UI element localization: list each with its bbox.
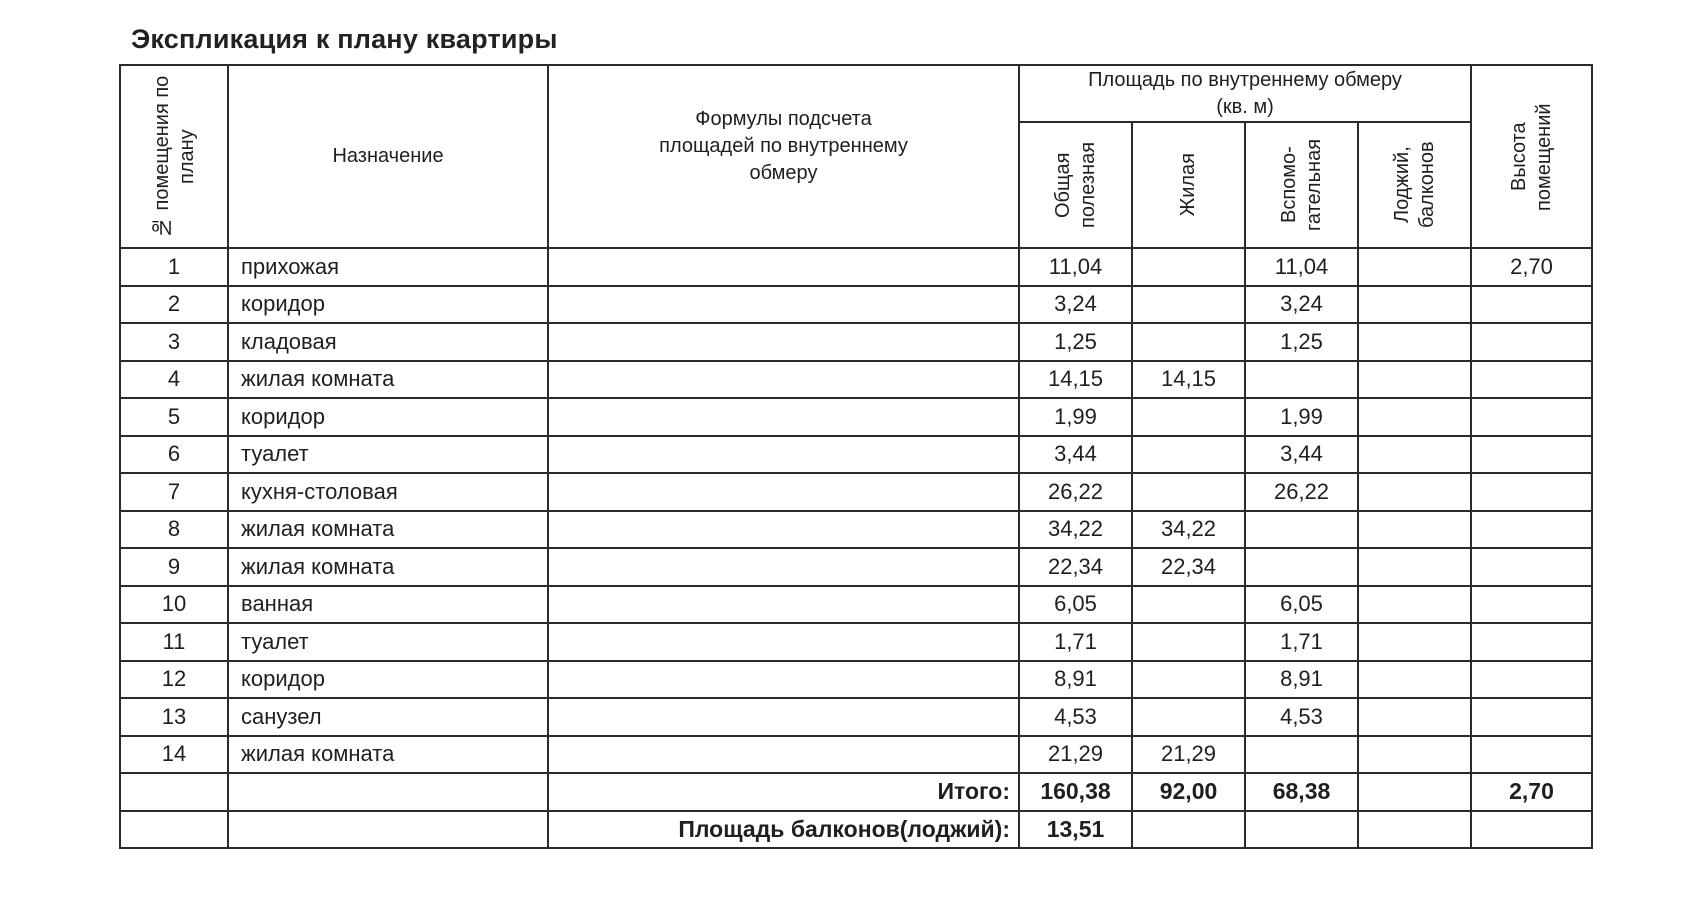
room-loggia-area (1358, 398, 1471, 436)
header-height (1471, 65, 1592, 248)
room-total-area: 26,22 (1019, 473, 1132, 511)
header-formulas-label: Формулы подсчета площадей по внутреннему обмеру (659, 108, 908, 184)
room-total-area: 3,44 (1019, 436, 1132, 474)
room-loggia-area (1358, 736, 1471, 774)
room-number: 3 (120, 323, 228, 361)
room-formula (548, 736, 1019, 774)
balcony-row (120, 811, 1592, 849)
room-total-area: 11,04 (1019, 248, 1132, 286)
room-loggia-area (1358, 698, 1471, 736)
totals-aux-area: 68,38 (1245, 773, 1358, 811)
room-height (1471, 736, 1592, 774)
header-area-group (1019, 65, 1471, 122)
room-aux-area: 1,99 (1245, 398, 1358, 436)
room-living-area (1132, 286, 1245, 324)
totals-empty-no (120, 773, 228, 811)
room-living-area: 34,22 (1132, 511, 1245, 549)
room-living-area (1132, 698, 1245, 736)
totals-loggia-area (1358, 773, 1471, 811)
room-formula (548, 398, 1019, 436)
totals-label: Итого: (548, 773, 1019, 811)
room-loggia-area (1358, 286, 1471, 324)
room-loggia-area (1358, 361, 1471, 399)
header-total-useful (1019, 122, 1132, 248)
room-total-area: 1,25 (1019, 323, 1132, 361)
room-number: 13 (120, 698, 228, 736)
room-living-area (1132, 323, 1245, 361)
header-living-label: Жилая (1177, 153, 1199, 217)
room-aux-area (1245, 361, 1358, 399)
explication-table (119, 64, 1593, 849)
room-purpose: кухня-столовая (228, 473, 548, 511)
room-formula (548, 586, 1019, 624)
room-loggia-area (1358, 586, 1471, 624)
header-loggias (1358, 122, 1471, 248)
table-row (120, 736, 1592, 774)
header-height-label: Высота помещений (1507, 102, 1555, 211)
room-height (1471, 623, 1592, 661)
header-living (1132, 122, 1245, 248)
room-aux-area: 6,05 (1245, 586, 1358, 624)
header-auxiliary-label: Вспомо-гательная (1277, 138, 1325, 232)
room-purpose: коридор (228, 661, 548, 699)
room-loggia-area (1358, 511, 1471, 549)
room-number: 6 (120, 436, 228, 474)
balcony-empty-aux (1245, 811, 1358, 849)
room-number: 14 (120, 736, 228, 774)
room-living-area (1132, 623, 1245, 661)
room-living-area: 21,29 (1132, 736, 1245, 774)
room-number: 4 (120, 361, 228, 399)
room-height (1471, 361, 1592, 399)
room-number: 9 (120, 548, 228, 586)
table-row (120, 436, 1592, 474)
document-title: Экспликация к плану квартиры (131, 24, 558, 54)
room-loggia-area (1358, 248, 1471, 286)
room-aux-area (1245, 548, 1358, 586)
room-loggia-area (1358, 548, 1471, 586)
room-total-area: 34,22 (1019, 511, 1132, 549)
table-row (120, 248, 1592, 286)
balcony-empty-loggia (1358, 811, 1471, 849)
room-aux-area: 1,71 (1245, 623, 1358, 661)
room-height (1471, 436, 1592, 474)
balcony-empty-height (1471, 811, 1592, 849)
room-total-area: 21,29 (1019, 736, 1132, 774)
room-total-area: 3,24 (1019, 286, 1132, 324)
room-aux-area: 11,04 (1245, 248, 1358, 286)
room-number: 2 (120, 286, 228, 324)
room-living-area (1132, 586, 1245, 624)
room-height (1471, 398, 1592, 436)
room-aux-area: 3,44 (1245, 436, 1358, 474)
totals-row (120, 773, 1592, 811)
room-living-area (1132, 248, 1245, 286)
room-total-area: 4,53 (1019, 698, 1132, 736)
room-formula (548, 286, 1019, 324)
header-loggias-label: Лоджий, балконов (1390, 141, 1438, 229)
room-height (1471, 286, 1592, 324)
table-row (120, 361, 1592, 399)
room-living-area (1132, 661, 1245, 699)
table-row (120, 698, 1592, 736)
table-row (120, 661, 1592, 699)
room-height: 2,70 (1471, 248, 1592, 286)
room-number: 10 (120, 586, 228, 624)
header-formulas (548, 65, 1019, 248)
room-formula (548, 661, 1019, 699)
room-number: 12 (120, 661, 228, 699)
room-height (1471, 698, 1592, 736)
room-aux-area: 26,22 (1245, 473, 1358, 511)
room-total-area: 1,71 (1019, 623, 1132, 661)
room-total-area: 22,34 (1019, 548, 1132, 586)
room-loggia-area (1358, 436, 1471, 474)
table-row (120, 586, 1592, 624)
room-height (1471, 323, 1592, 361)
room-height (1471, 548, 1592, 586)
room-height (1471, 473, 1592, 511)
balcony-empty-name (228, 811, 548, 849)
room-purpose: туалет (228, 623, 548, 661)
room-total-area: 6,05 (1019, 586, 1132, 624)
room-total-area: 14,15 (1019, 361, 1132, 399)
room-aux-area: 4,53 (1245, 698, 1358, 736)
room-formula (548, 323, 1019, 361)
table-row (120, 623, 1592, 661)
room-number: 7 (120, 473, 228, 511)
room-height (1471, 511, 1592, 549)
totals-empty-name (228, 773, 548, 811)
table-row (120, 286, 1592, 324)
totals-total-area: 160,38 (1019, 773, 1132, 811)
room-height (1471, 586, 1592, 624)
room-aux-area: 3,24 (1245, 286, 1358, 324)
header-purpose: Назначение (228, 65, 548, 248)
room-purpose: коридор (228, 286, 548, 324)
room-purpose: жилая комната (228, 548, 548, 586)
room-loggia-area (1358, 661, 1471, 699)
room-living-area: 22,34 (1132, 548, 1245, 586)
room-formula (548, 473, 1019, 511)
balcony-empty-no (120, 811, 228, 849)
table-row (120, 473, 1592, 511)
room-formula (548, 436, 1019, 474)
table-row (120, 548, 1592, 586)
room-purpose: ванная (228, 586, 548, 624)
room-purpose: туалет (228, 436, 548, 474)
room-formula (548, 548, 1019, 586)
room-number: 5 (120, 398, 228, 436)
room-number: 11 (120, 623, 228, 661)
header-room-no (120, 65, 228, 248)
room-height (1471, 661, 1592, 699)
room-loggia-area (1358, 473, 1471, 511)
room-purpose: санузел (228, 698, 548, 736)
room-formula (548, 623, 1019, 661)
table-row (120, 323, 1592, 361)
balcony-empty-living (1132, 811, 1245, 849)
room-aux-area (1245, 736, 1358, 774)
balcony-label: Площадь балконов(лоджий): (548, 811, 1019, 849)
room-living-area (1132, 473, 1245, 511)
room-formula (548, 361, 1019, 399)
header-auxiliary (1245, 122, 1358, 248)
room-purpose: жилая комната (228, 511, 548, 549)
room-purpose: жилая комната (228, 736, 548, 774)
table-row (120, 511, 1592, 549)
room-aux-area: 1,25 (1245, 323, 1358, 361)
room-number: 1 (120, 248, 228, 286)
room-living-area: 14,15 (1132, 361, 1245, 399)
room-formula (548, 511, 1019, 549)
room-purpose: коридор (228, 398, 548, 436)
room-formula (548, 248, 1019, 286)
room-aux-area: 8,91 (1245, 661, 1358, 699)
header-area-group-label: Площадь по внутреннему обмеру (кв. м) (1088, 68, 1402, 118)
room-loggia-area (1358, 623, 1471, 661)
room-formula (548, 698, 1019, 736)
totals-living-area: 92,00 (1132, 773, 1245, 811)
room-loggia-area (1358, 323, 1471, 361)
room-living-area (1132, 398, 1245, 436)
room-purpose: прихожая (228, 248, 548, 286)
totals-height: 2,70 (1471, 773, 1592, 811)
room-total-area: 1,99 (1019, 398, 1132, 436)
room-total-area: 8,91 (1019, 661, 1132, 699)
header-total-useful-label: Общая полезная (1051, 141, 1099, 229)
room-purpose: жилая комната (228, 361, 548, 399)
room-number: 8 (120, 511, 228, 549)
balcony-area: 13,51 (1019, 811, 1132, 849)
room-living-area (1132, 436, 1245, 474)
room-purpose: кладовая (228, 323, 548, 361)
table-row (120, 398, 1592, 436)
room-aux-area (1245, 511, 1358, 549)
header-room-no-label: № помещения по плану (151, 75, 198, 238)
